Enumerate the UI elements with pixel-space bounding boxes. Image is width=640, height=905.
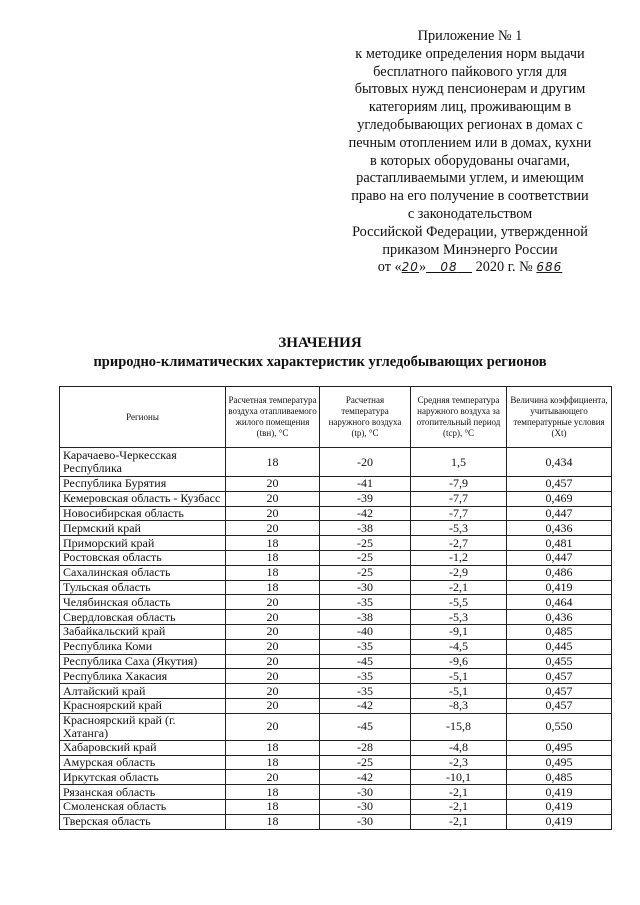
cell-mean-temp: -4,5 xyxy=(411,639,507,654)
cell-region: Тульская область xyxy=(60,580,226,595)
table-row xyxy=(60,770,612,785)
cell-coefficient: 0,457 xyxy=(507,698,612,713)
table-header-row xyxy=(60,387,612,448)
cell-region: Республика Бурятия xyxy=(60,477,226,492)
table-row xyxy=(60,713,612,740)
cell-coefficient: 0,469 xyxy=(507,491,612,506)
header-outdoor-temp: Расчетная температура наружного воздуха (tр), °С xyxy=(320,387,411,448)
cell-coefficient: 0,447 xyxy=(507,506,612,521)
header-indoor-temp: Расчетная температура воздуха отапливаемого жилого помещения (tвн), °С xyxy=(226,387,320,448)
cell-mean-temp: -8,3 xyxy=(411,698,507,713)
appendix-line: право на его получение в соответствии xyxy=(351,188,589,205)
cell-outdoor-temp: -35 xyxy=(320,639,411,654)
cell-outdoor-temp: -25 xyxy=(320,550,411,565)
appendix-line: приказом Минэнерго России xyxy=(382,241,558,258)
table-row xyxy=(60,624,612,639)
cell-coefficient: 0,481 xyxy=(507,536,612,551)
cell-mean-temp: -4,8 xyxy=(411,740,507,755)
handwritten-month: 08 xyxy=(440,260,458,275)
cell-mean-temp: -2,7 xyxy=(411,536,507,551)
cell-mean-temp: -10,1 xyxy=(411,770,507,785)
cell-outdoor-temp: -28 xyxy=(320,740,411,755)
cell-outdoor-temp: -42 xyxy=(320,770,411,785)
cell-outdoor-temp: -30 xyxy=(320,580,411,595)
cell-outdoor-temp: -25 xyxy=(320,565,411,580)
table-row xyxy=(60,491,612,506)
cell-indoor-temp: 18 xyxy=(226,785,320,800)
cell-indoor-temp: 20 xyxy=(226,770,320,785)
cell-mean-temp: -7,7 xyxy=(411,506,507,521)
cell-outdoor-temp: -30 xyxy=(320,814,411,829)
cell-coefficient: 0,457 xyxy=(507,477,612,492)
table-row xyxy=(60,755,612,770)
handwritten-day: 20 xyxy=(401,260,419,275)
cell-coefficient: 0,486 xyxy=(507,565,612,580)
cell-indoor-temp: 20 xyxy=(226,698,320,713)
cell-coefficient: 0,419 xyxy=(507,580,612,595)
cell-indoor-temp: 20 xyxy=(226,713,320,740)
cell-region: Челябинская область xyxy=(60,595,226,610)
appendix-line: растапливаемыми углем, и имеющим xyxy=(356,170,584,187)
table-row xyxy=(60,669,612,684)
cell-indoor-temp: 20 xyxy=(226,624,320,639)
cell-coefficient: 0,457 xyxy=(507,669,612,684)
cell-outdoor-temp: -38 xyxy=(320,610,411,625)
cell-region: Иркутская область xyxy=(60,770,226,785)
cell-mean-temp: -9,1 xyxy=(411,624,507,639)
appendix-line: печным отоплением или в домах, кухни xyxy=(348,134,592,151)
table-row xyxy=(60,565,612,580)
cell-mean-temp: -5,3 xyxy=(411,610,507,625)
cell-outdoor-temp: -20 xyxy=(320,448,411,477)
cell-mean-temp: -5,5 xyxy=(411,595,507,610)
cell-indoor-temp: 20 xyxy=(226,491,320,506)
cell-region: Тверская область xyxy=(60,814,226,829)
cell-indoor-temp: 18 xyxy=(226,799,320,814)
cell-outdoor-temp: -42 xyxy=(320,506,411,521)
table-row xyxy=(60,521,612,536)
cell-outdoor-temp: -30 xyxy=(320,799,411,814)
cell-coefficient: 0,550 xyxy=(507,713,612,740)
cell-region: Кемеровская область - Кузбасс xyxy=(60,491,226,506)
table-row xyxy=(60,698,612,713)
cell-indoor-temp: 18 xyxy=(226,740,320,755)
cell-coefficient: 0,485 xyxy=(507,770,612,785)
cell-indoor-temp: 20 xyxy=(226,654,320,669)
cell-mean-temp: -2,1 xyxy=(411,580,507,595)
cell-mean-temp: 1,5 xyxy=(411,448,507,477)
cell-indoor-temp: 20 xyxy=(226,639,320,654)
header-regions: Регионы xyxy=(60,387,226,448)
cell-mean-temp: -9,6 xyxy=(411,654,507,669)
cell-indoor-temp: 20 xyxy=(226,669,320,684)
appendix-line: бесплатного пайкового угля для xyxy=(373,63,567,80)
table-row xyxy=(60,595,612,610)
appendix-block xyxy=(320,28,620,277)
date-prefix: от « xyxy=(377,259,402,276)
cell-region: Красноярский край (г. Хатанга) xyxy=(60,713,226,740)
cell-mean-temp: -15,8 xyxy=(411,713,507,740)
cell-outdoor-temp: -38 xyxy=(320,521,411,536)
cell-mean-temp: -7,7 xyxy=(411,491,507,506)
cell-mean-temp: -7,9 xyxy=(411,477,507,492)
cell-region: Сахалинская область xyxy=(60,565,226,580)
cell-mean-temp: -2,9 xyxy=(411,565,507,580)
appendix-line: Российской Федерации, утвержденной xyxy=(352,223,588,240)
handwritten-order-number: 686 xyxy=(536,260,563,275)
table-row xyxy=(60,785,612,800)
cell-indoor-temp: 20 xyxy=(226,595,320,610)
cell-region: Рязанская область xyxy=(60,785,226,800)
cell-region: Алтайский край xyxy=(60,684,226,699)
table-row xyxy=(60,639,612,654)
table-row xyxy=(60,477,612,492)
table-row xyxy=(60,506,612,521)
cell-region: Карачаево-Черкесская Республика xyxy=(60,448,226,477)
cell-mean-temp: -2,1 xyxy=(411,799,507,814)
climate-table xyxy=(59,386,612,830)
appendix-line: бытовых нужд пенсионерам и другим xyxy=(354,81,586,98)
cell-mean-temp: -2,1 xyxy=(411,814,507,829)
appendix-line: с законодательством xyxy=(407,205,533,222)
order-date-line xyxy=(320,259,620,277)
cell-coefficient: 0,464 xyxy=(507,595,612,610)
cell-coefficient: 0,485 xyxy=(507,624,612,639)
cell-indoor-temp: 18 xyxy=(226,565,320,580)
cell-region: Республика Хакасия xyxy=(60,669,226,684)
table-row xyxy=(60,550,612,565)
cell-region: Свердловская область xyxy=(60,610,226,625)
cell-mean-temp: -2,3 xyxy=(411,755,507,770)
cell-coefficient: 0,495 xyxy=(507,755,612,770)
table-row xyxy=(60,580,612,595)
cell-coefficient: 0,455 xyxy=(507,654,612,669)
cell-coefficient: 0,419 xyxy=(507,814,612,829)
cell-coefficient: 0,445 xyxy=(507,639,612,654)
cell-indoor-temp: 20 xyxy=(226,684,320,699)
appendix-line: к методике определения норм выдачи xyxy=(355,45,585,62)
table-row xyxy=(60,536,612,551)
table-row xyxy=(60,740,612,755)
cell-region: Смоленская область xyxy=(60,799,226,814)
cell-region: Хабаровский край xyxy=(60,740,226,755)
header-coefficient: Величина коэффициента, учитывающего температурные условия (Xt) xyxy=(507,387,612,448)
header-mean-temp: Средняя температура наружного воздуха за отопительный период (tср), °С xyxy=(411,387,507,448)
cell-indoor-temp: 18 xyxy=(226,580,320,595)
table-row xyxy=(60,814,612,829)
cell-mean-temp: -5,1 xyxy=(411,669,507,684)
cell-outdoor-temp: -25 xyxy=(320,755,411,770)
cell-region: Пермский край xyxy=(60,521,226,536)
table-row xyxy=(60,448,612,477)
cell-outdoor-temp: -40 xyxy=(320,624,411,639)
cell-outdoor-temp: -35 xyxy=(320,595,411,610)
cell-region: Республика Коми xyxy=(60,639,226,654)
document-subtitle: природно-климатических характеристик угледобывающих регионов xyxy=(93,354,547,370)
cell-region: Ростовская область xyxy=(60,550,226,565)
table-row xyxy=(60,684,612,699)
cell-indoor-temp: 18 xyxy=(226,448,320,477)
document-title: ЗНАЧЕНИЯ xyxy=(278,335,362,351)
cell-coefficient: 0,436 xyxy=(507,610,612,625)
cell-mean-temp: -1,2 xyxy=(411,550,507,565)
cell-indoor-temp: 18 xyxy=(226,755,320,770)
cell-coefficient: 0,447 xyxy=(507,550,612,565)
cell-outdoor-temp: -30 xyxy=(320,785,411,800)
cell-indoor-temp: 20 xyxy=(226,521,320,536)
cell-outdoor-temp: -42 xyxy=(320,698,411,713)
cell-indoor-temp: 18 xyxy=(226,814,320,829)
month-underline xyxy=(426,259,472,275)
cell-outdoor-temp: -39 xyxy=(320,491,411,506)
table-row xyxy=(60,654,612,669)
appendix-line: угледобывающих регионах в домах с xyxy=(357,116,583,133)
cell-outdoor-temp: -25 xyxy=(320,536,411,551)
cell-outdoor-temp: -35 xyxy=(320,684,411,699)
cell-region: Приморский край xyxy=(60,536,226,551)
cell-region: Новосибирская область xyxy=(60,506,226,521)
cell-outdoor-temp: -35 xyxy=(320,669,411,684)
cell-outdoor-temp: -41 xyxy=(320,477,411,492)
cell-coefficient: 0,495 xyxy=(507,740,612,755)
appendix-line: Приложение № 1 xyxy=(417,28,523,44)
cell-region: Амурская область xyxy=(60,755,226,770)
cell-mean-temp: -5,1 xyxy=(411,684,507,699)
date-mid: » xyxy=(418,259,427,276)
cell-indoor-temp: 20 xyxy=(226,506,320,521)
cell-region: Республика Саха (Якутия) xyxy=(60,654,226,669)
cell-indoor-temp: 18 xyxy=(226,536,320,551)
cell-coefficient: 0,457 xyxy=(507,684,612,699)
table-row xyxy=(60,799,612,814)
cell-outdoor-temp: -45 xyxy=(320,713,411,740)
cell-coefficient: 0,436 xyxy=(507,521,612,536)
cell-indoor-temp: 20 xyxy=(226,610,320,625)
table-row xyxy=(60,610,612,625)
cell-indoor-temp: 18 xyxy=(226,550,320,565)
cell-region: Забайкальский край xyxy=(60,624,226,639)
cell-region: Красноярский край xyxy=(60,698,226,713)
cell-outdoor-temp: -45 xyxy=(320,654,411,669)
cell-coefficient: 0,419 xyxy=(507,785,612,800)
appendix-line: категориям лиц, проживающим в xyxy=(368,99,572,116)
cell-coefficient: 0,434 xyxy=(507,448,612,477)
cell-mean-temp: -5,3 xyxy=(411,521,507,536)
appendix-line: в которых оборудованы очагами, xyxy=(370,152,570,169)
year-text: 2020 г. № xyxy=(475,259,533,276)
cell-coefficient: 0,419 xyxy=(507,799,612,814)
cell-mean-temp: -2,1 xyxy=(411,785,507,800)
cell-indoor-temp: 20 xyxy=(226,477,320,492)
